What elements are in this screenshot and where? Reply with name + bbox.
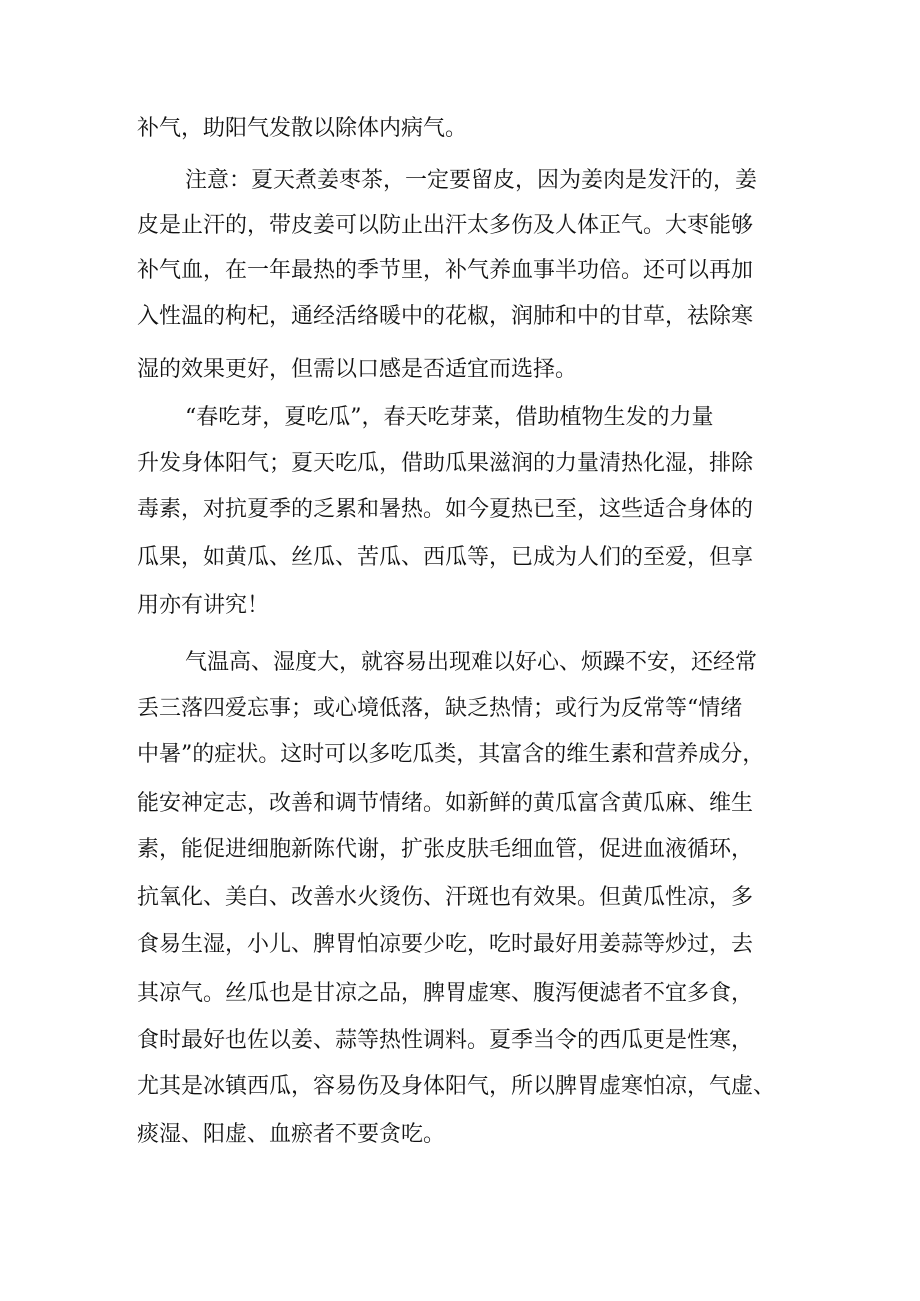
text-line	[0, 878, 920, 918]
line-text: 痰湿、阳虚、血瘀者不要贪吃。	[137, 1122, 446, 1147]
line-text: 瓜果，如黄瓜、丝瓜、苦瓜、西瓜等，已成为人们的至爱，但享	[137, 545, 754, 570]
line-text: 用亦有讲究！	[137, 593, 270, 618]
line-text: 中暑”的症状。这时可以多吃瓜类，其富含的维生素和营养成分，	[137, 742, 765, 767]
text-line	[0, 1067, 920, 1107]
line-text: 补气血，在一年最热的季节里，补气养血事半功倍。还可以再加	[137, 258, 754, 283]
text-line	[0, 538, 920, 578]
text-line	[0, 251, 920, 291]
line-text: 注意：夏天煮姜枣茶，一定要留皮，因为姜肉是发汗的，姜	[185, 168, 758, 193]
text-line	[0, 784, 920, 824]
line-text: 补气，助阳气发散以除体内病气。	[137, 116, 468, 141]
line-text: 食时最好也佐以姜、蒜等热性调料。夏季当令的西瓜更是性寒，	[137, 1028, 754, 1053]
line-text: 尤其是冰镇西瓜，容易伤及身体阳气，所以脾胃虚寒怕凉，气虚、	[137, 1074, 776, 1099]
line-text: 抗氧化、美白、改善水火烫伤、汗斑也有效果。但黄瓜性凉，多	[137, 885, 754, 910]
text-line	[0, 398, 920, 438]
line-text: 其凉气。丝瓜也是甘凉之品，脾胃虚寒、腹泻便滤者不宜多食，	[137, 981, 754, 1006]
text-line	[0, 586, 920, 626]
line-text: 毒素，对抗夏季的乏累和暑热。如今夏热已至，这些适合身体的	[137, 497, 754, 522]
text-line	[0, 643, 920, 683]
text-line	[0, 350, 920, 390]
text-line	[0, 444, 920, 484]
line-text: 丢三落四爱忘事；或心境低落，缺乏热情；或行为反常等“情绪	[137, 696, 743, 721]
line-text: 升发身体阳气；夏天吃瓜，借助瓜果滋润的力量清热化湿，排除	[137, 451, 754, 476]
text-line	[0, 830, 920, 870]
line-text: 入性温的枸杞，通经活络暖中的花椒，润肺和中的甘草，祛除寒	[137, 304, 754, 329]
line-text: 皮是止汗的，带皮姜可以防止出汗太多伤及人体正气。大枣能够	[137, 213, 754, 238]
text-line	[0, 109, 920, 149]
text-line	[0, 490, 920, 530]
text-line	[0, 974, 920, 1014]
text-line	[0, 735, 920, 775]
text-line	[0, 161, 920, 201]
text-line	[0, 206, 920, 246]
line-text: 湿的效果更好，但需以口感是否适宜而选择。	[137, 357, 578, 382]
text-line	[0, 297, 920, 337]
text-line	[0, 1021, 920, 1061]
text-line	[0, 1115, 920, 1155]
line-text: 气温高、湿度大，就容易出现难以好心、烦躁不安，还经常	[185, 650, 758, 675]
text-line	[0, 925, 920, 965]
line-text: 素，能促进细胞新陈代谢，扩张皮肤毛细血管，促进血液循环，	[137, 837, 754, 862]
text-line	[0, 689, 920, 729]
line-text: 能安神定志，改善和调节情绪。如新鲜的黄瓜富含黄瓜麻、维生	[137, 791, 754, 816]
line-text: “春吃芽，夏吃瓜”，春天吃芽菜，借助植物生发的力量	[185, 405, 714, 430]
line-text: 食易生湿，小儿、脾胃怕凉要少吃，吃时最好用姜蒜等炒过，去	[137, 932, 754, 957]
